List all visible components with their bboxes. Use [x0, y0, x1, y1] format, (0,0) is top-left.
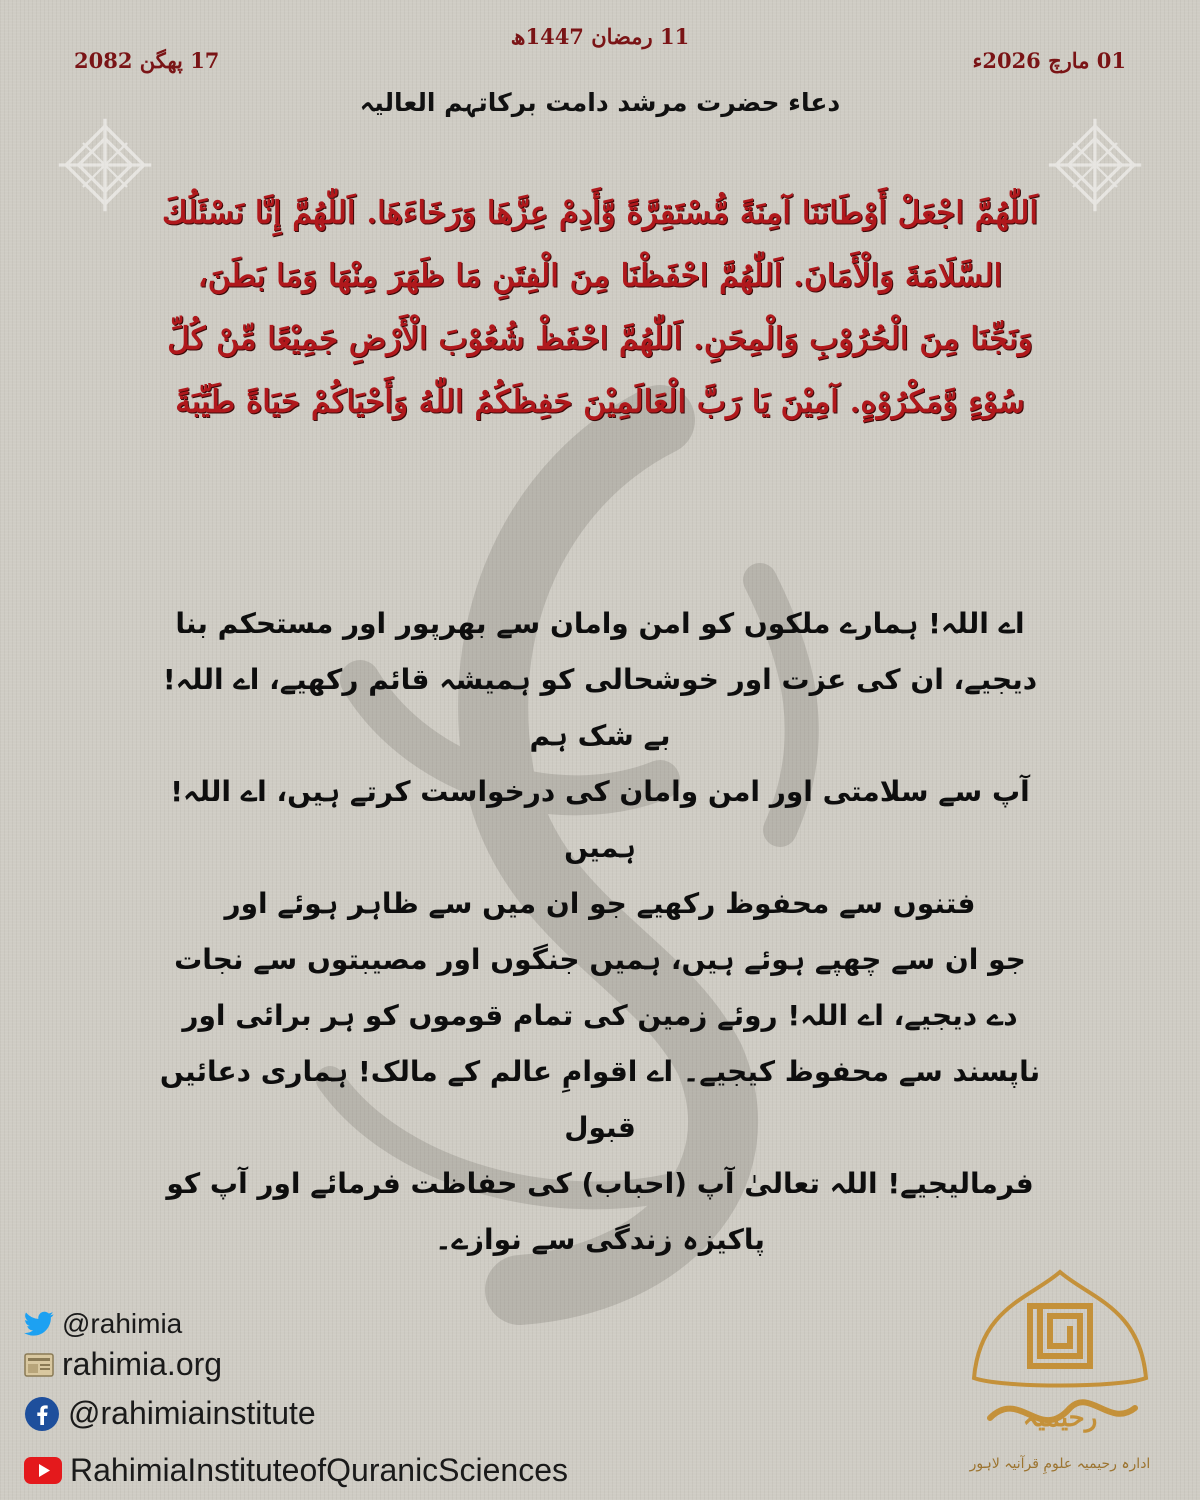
logo-subtitle: ادارہ رحیمیہ علومِ قرآنیہ لاہور	[969, 1456, 1151, 1472]
web-icon	[24, 1352, 54, 1378]
urdu-line: پاکیزہ زندگی سے نوازے۔	[435, 1223, 765, 1256]
website-link[interactable]	[24, 1346, 222, 1383]
youtube-channel: RahimiaInstituteofQuranicSciences	[70, 1452, 569, 1488]
urdu-line: فرمالیجیے! اللہ تعالیٰ آپ (احباب) کی حفاظت فرمائے اور آپ کو	[166, 1167, 1034, 1200]
arabic-line: السَّلَامَةَ وَالْأَمَانَ. اَللّٰهُمَّ احْفَظْنَا مِنَ الْفِتَنِ مَا ظَهَرَ مِنْهَا وَمَا بَطَنَ،	[197, 258, 1003, 294]
urdu-line: جو ان سے چھپے ہوئے ہیں، ہمیں جنگوں اور مصیبتوں سے نجات	[174, 943, 1026, 976]
urdu-line: اے اللہ! ہمارے ملکوں کو امن وامان سے بھرپور اور مستحکم بنا	[175, 607, 1025, 640]
twitter-handle: @rahimia	[62, 1308, 183, 1339]
hijri-date: 11 رمضان 1447ھ	[510, 24, 690, 49]
urdu-line: فتنوں سے محفوظ رکھیے جو ان میں سے ظاہر ہوئے اور	[224, 887, 976, 920]
arabic-line: اَللّٰهُمَّ اجْعَلْ أَوْطَانَنَا آمِنَةً مُّسْتَقِرَّةً وَّأَدِمْ عِزَّهَا وَرَخَاءَهَا. اَللّٰهُمَّ إِنَّا نَسْئَلُكَ	[162, 195, 1038, 231]
facebook-icon	[24, 1396, 60, 1432]
urdu-line: دے دیجیے، اے اللہ! روئے زمین کی تمام قوموں کو ہر برائی اور	[182, 999, 1018, 1032]
urdu-line: آپ سے سلامتی اور امن وامان کی درخواست کرتے ہیں، اے اللہ! ہمیں	[170, 775, 1030, 864]
twitter-icon	[24, 1311, 54, 1337]
logo-name: رحیمیہ	[1022, 1403, 1098, 1433]
arabic-dua	[70, 182, 1130, 434]
bikrami-date: 17 پھگن 2082	[74, 48, 220, 73]
gregorian-date: 01 مارچ 2026ء	[972, 48, 1126, 73]
arabic-line: سُوْءٍ وَّمَكْرُوْهٍ. آمِيْنَ يَا رَبَّ الْعَالَمِيْنَ حَفِظَكُمُ اللّٰهُ وَأَحْيَاكُمْ حَيَاةً طَيِّبَةً	[175, 384, 1025, 420]
rahimia-logo	[960, 1268, 1160, 1498]
page-title: دعاء حضرت مرشد دامت برکاتہم العالیہ	[359, 88, 841, 117]
facebook-handle: @rahimiainstitute	[68, 1395, 316, 1431]
youtube-icon	[24, 1457, 62, 1484]
facebook-link[interactable]	[24, 1395, 316, 1432]
urdu-line: ناپسند سے محفوظ کیجیے۔ اے اقوامِ عالم کے مالک! ہماری دعائیں قبول	[159, 1055, 1041, 1144]
urdu-line: دیجیے، ان کی عزت اور خوشحالی کو ہمیشہ قائم رکھیے، اے اللہ! بے شک ہم	[162, 663, 1038, 752]
youtube-link[interactable]	[24, 1452, 568, 1489]
urdu-translation	[150, 596, 1050, 1268]
arabic-line: وَنَجِّنَا مِنَ الْحُرُوْبِ وَالْمِحَنِ. اَللّٰهُمَّ احْفَظْ شُعُوْبَ الْأَرْضِ جَمِيْعًا مِّنْ كُلِّ	[167, 321, 1033, 357]
website-url: rahimia.org	[62, 1346, 223, 1382]
twitter-link[interactable]	[24, 1308, 182, 1340]
